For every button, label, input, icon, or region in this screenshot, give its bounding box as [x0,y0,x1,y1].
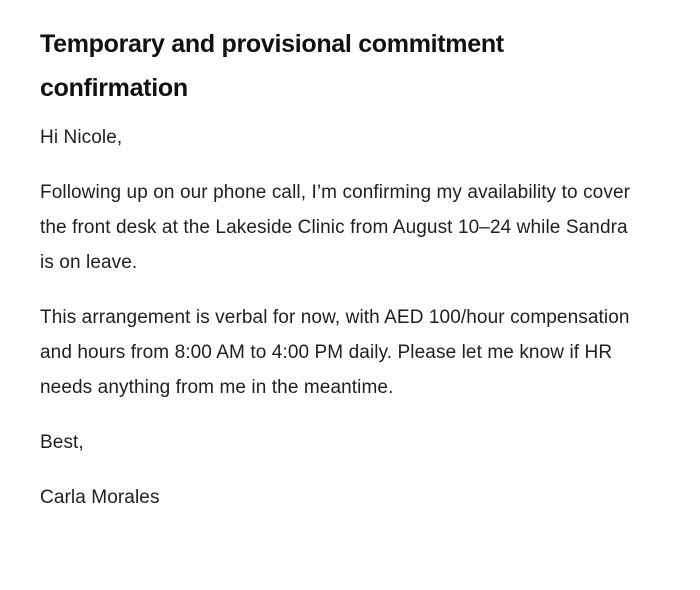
greeting: Hi Nicole, [40,127,123,148]
email-document [40,0,640,515]
body-paragraph-1: Following up on our phone call, I’m confirming my availability to cover the front desk at the Lakeside Clinic from August 10–24 while Sandra is on leave. [40,182,631,273]
closing: Best, [40,432,84,453]
signature: Carla Morales [40,487,160,508]
document-title: Temporary and provisional commitment confirmation [40,30,504,102]
body-paragraph-2: This arrangement is verbal for now, with AED 100/hour compensation and hours from 8:00 AM to 4:00 PM daily. Please let me know if HR needs anything from me in the meantime. [40,307,630,398]
